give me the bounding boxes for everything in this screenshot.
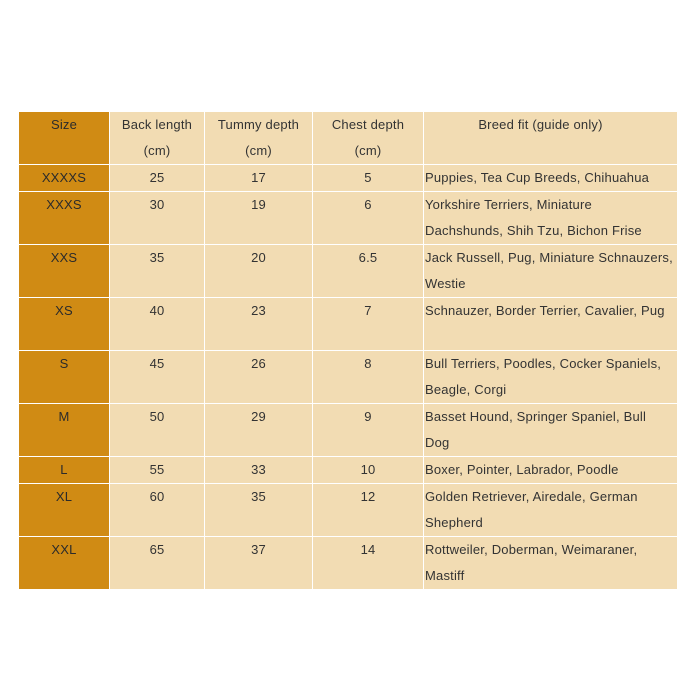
tummy-depth-cell: 29 <box>205 404 313 457</box>
breed-fit-cell: Puppies, Tea Cup Breeds, Chihuahua <box>424 165 678 192</box>
back-length-cell: 45 <box>110 351 205 404</box>
size-cell: L <box>19 457 110 484</box>
table-row <box>19 165 678 192</box>
header-back-length <box>110 112 205 165</box>
back-length-cell: 25 <box>110 165 205 192</box>
header-size <box>19 112 110 165</box>
table-row <box>19 484 678 537</box>
size-cell: XXL <box>19 537 110 590</box>
tummy-depth-cell: 37 <box>205 537 313 590</box>
header-back-length-label: Back length <box>121 117 193 132</box>
tummy-depth-cell: 33 <box>205 457 313 484</box>
chest-depth-cell: 6.5 <box>313 245 424 298</box>
header-chest-depth-label: Chest depth <box>331 117 405 132</box>
breed-fit-cell: Bull Terriers, Poodles, Cocker Spaniels, Beagle, Corgi <box>424 351 678 404</box>
chest-depth-cell: 9 <box>313 404 424 457</box>
size-cell: XL <box>19 484 110 537</box>
chest-depth-cell: 7 <box>313 298 424 351</box>
back-length-cell: 30 <box>110 192 205 245</box>
back-length-cell: 55 <box>110 457 205 484</box>
breed-fit-cell: Yorkshire Terriers, Miniature Dachshunds, Shih Tzu, Bichon Frise <box>424 192 678 245</box>
chest-depth-cell: 14 <box>313 537 424 590</box>
size-cell: XXS <box>19 245 110 298</box>
header-tummy-depth-unit: (cm) <box>245 143 272 158</box>
breed-fit-cell: Boxer, Pointer, Labrador, Poodle <box>424 457 678 484</box>
chest-depth-cell: 6 <box>313 192 424 245</box>
size-chart-table <box>18 111 678 590</box>
breed-fit-cell: Basset Hound, Springer Spaniel, Bull Dog <box>424 404 678 457</box>
tummy-depth-cell: 20 <box>205 245 313 298</box>
breed-fit-cell: Schnauzer, Border Terrier, Cavalier, Pug <box>424 298 678 351</box>
chest-depth-cell: 10 <box>313 457 424 484</box>
tummy-depth-cell: 19 <box>205 192 313 245</box>
chest-depth-cell: 12 <box>313 484 424 537</box>
table-row <box>19 404 678 457</box>
table-row <box>19 192 678 245</box>
size-cell: XS <box>19 298 110 351</box>
header-back-length-unit: (cm) <box>143 143 171 158</box>
header-breed-fit <box>424 112 678 165</box>
size-cell: XXXS <box>19 192 110 245</box>
size-guide-container <box>18 111 677 590</box>
table-row <box>19 298 678 351</box>
header-size-label: Size <box>50 117 78 132</box>
breed-fit-cell: Golden Retriever, Airedale, German Shepherd <box>424 484 678 537</box>
back-length-cell: 60 <box>110 484 205 537</box>
tummy-depth-cell: 17 <box>205 165 313 192</box>
header-chest-depth-unit: (cm) <box>354 143 382 158</box>
table-header-row <box>19 112 678 165</box>
table-row <box>19 537 678 590</box>
back-length-cell: 40 <box>110 298 205 351</box>
breed-fit-cell: Rottweiler, Doberman, Weimaraner, Mastiff <box>424 537 678 590</box>
breed-fit-cell: Jack Russell, Pug, Miniature Schnauzers, Westie <box>424 245 678 298</box>
table-row <box>19 351 678 404</box>
back-length-cell: 65 <box>110 537 205 590</box>
table-row <box>19 457 678 484</box>
header-tummy-depth <box>205 112 313 165</box>
header-tummy-depth-label: Tummy depth <box>217 117 300 132</box>
back-length-cell: 35 <box>110 245 205 298</box>
tummy-depth-cell: 35 <box>205 484 313 537</box>
header-chest-depth <box>313 112 424 165</box>
chest-depth-cell: 8 <box>313 351 424 404</box>
chest-depth-cell: 5 <box>313 165 424 192</box>
back-length-cell: 50 <box>110 404 205 457</box>
size-cell: M <box>19 404 110 457</box>
size-cell: XXXXS <box>19 165 110 192</box>
tummy-depth-cell: 23 <box>205 298 313 351</box>
size-cell: S <box>19 351 110 404</box>
header-breed-fit-label: Breed fit (guide only) <box>478 117 603 132</box>
table-row <box>19 245 678 298</box>
tummy-depth-cell: 26 <box>205 351 313 404</box>
